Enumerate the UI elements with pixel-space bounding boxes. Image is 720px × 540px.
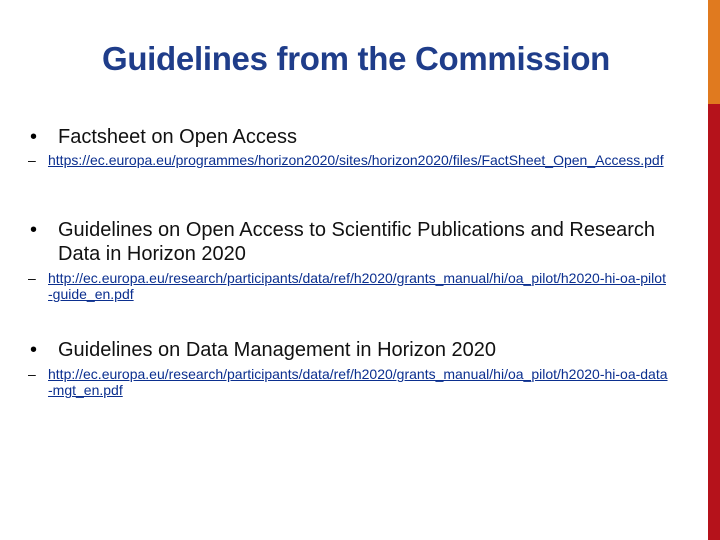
bullet-text: Factsheet on Open Access (58, 126, 298, 148)
slide-title: Guidelines from the Commission (101, 40, 611, 77)
bullet-dot: • (30, 339, 38, 361)
sub-dash: – (28, 152, 36, 168)
bullet-text: Guidelines on Open Access to Scientific Publications and Research Data in Horizon 2020 (58, 219, 656, 265)
factsheet-link[interactable]: https://ec.europa.eu/programmes/horizon2020/sites/horizon2020/files/FactSheet_Open_Access.pdf (48, 152, 664, 168)
bullet-text: Guidelines on Data Management in Horizon 2020 (58, 339, 497, 361)
oa-pilot-guide-link[interactable]: http://ec.europa.eu/research/participants/data/ref/h2020/grants_manual/hi/oa_pilot/h2020-hi-oa-pilot-guide_en.pdf (48, 270, 666, 302)
sub-dash: – (28, 366, 36, 382)
data-mgt-guide-link[interactable]: http://ec.europa.eu/research/participants/data/ref/h2020/grants_manual/hi/oa_pilot/h2020-hi-oa-data-mgt_en.pdf (48, 366, 668, 398)
bullet-dot: • (30, 219, 38, 241)
accent-bar-bottom (708, 104, 720, 540)
bullet-dot: • (30, 126, 38, 148)
sub-dash: – (28, 270, 36, 286)
